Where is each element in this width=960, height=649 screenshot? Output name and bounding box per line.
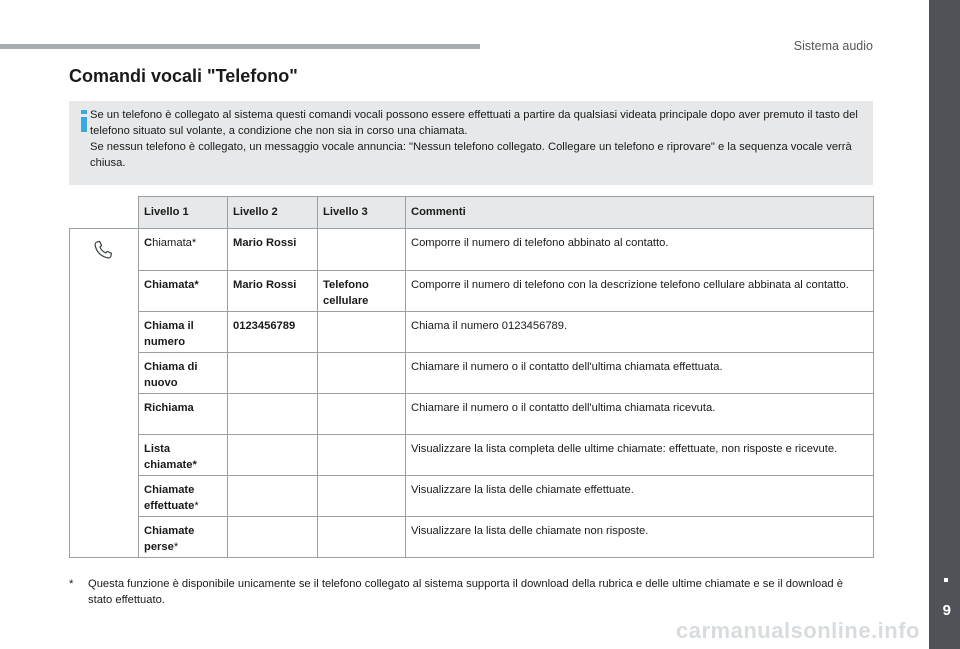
header-bar [0,44,480,49]
table-row [70,229,874,271]
table-row [70,394,874,435]
comment-cell: Chiamare il numero o il contatto dell'ultima chiamata ricevuta. [406,394,874,435]
info-box [69,101,873,185]
level2-cell [228,394,318,435]
footnote-text: Questa funzione è disponibile unicamente se il telefono collegato al sistema supporta il download della rubrica e delle ultime chiamate e se il download è stato effettuato. [88,578,843,606]
level2-cell: Mario Rossi [228,229,318,271]
level3-cell [318,394,406,435]
level2-cell: Mario Rossi [228,271,318,312]
level1-label: Chiamate effettuate [144,484,195,512]
watermark: carmanualsonline.info [676,618,920,643]
info-icon [77,110,91,132]
level1-cell: Chiama il numero [139,312,228,353]
level1-initial: C [144,237,153,249]
level2-cell [228,435,318,476]
comment-cell: Visualizzare la lista completa delle ultime chiamate: effettuate, non risposte e ricevute. [406,435,874,476]
comment-cell: Chiamare il numero o il contatto dell'ultima chiamata effettuata. [406,353,874,394]
level1-rest: hiamata* [152,237,197,249]
table-row [70,353,874,394]
comment-cell: Visualizzare la lista delle chiamate effettuate. [406,476,874,517]
level3-cell [318,312,406,353]
level3-cell [318,517,406,558]
comment-cell: Comporre il numero di telefono con la descrizione telefono cellulare abbinata al contatto. [406,271,874,312]
comment-cell: Chiama il numero 0123456789. [406,312,874,353]
level2-cell [228,476,318,517]
level2-cell [228,517,318,558]
level1-cell: Chiama di nuovo [139,353,228,394]
level1-cell [139,517,228,558]
level1-cell [139,229,228,271]
comment-cell: Comporre il numero di telefono abbinato al contatto. [406,229,874,271]
page-number: 9 [942,602,951,619]
level1-cell: Chiamata* [139,271,228,312]
level1-label: Chiamate perse [144,525,195,553]
footnote-mark: * [173,541,179,553]
footnote-mark: * [69,578,74,590]
table-row [70,435,874,476]
column-header: Livello 2 [228,197,318,229]
info-paragraph: Se un telefono è collegato al sistema questi comandi vocali possono essere effettuati a partire da qualsiasi videata principale dopo aver premuto il tasto del telefono situato sul volante, a condizione che non sia in corso una chiamata. [90,109,858,137]
table-row [70,476,874,517]
voice-commands-table [69,196,874,558]
table-row [70,271,874,312]
level3-cell [318,435,406,476]
level2-cell [228,353,318,394]
table-row [70,312,874,353]
footnote-mark: * [194,500,199,512]
level3-cell [318,476,406,517]
side-band [929,0,960,649]
column-header: Livello 1 [139,197,228,229]
table-header-row [70,197,874,229]
page-marker [944,578,948,582]
level1-cell: Lista chiamate* [139,435,228,476]
page-title: Comandi vocali "Telefono" [69,66,298,86]
footnote [69,576,849,608]
icon-cell [70,229,139,558]
phone-icon [92,239,114,261]
column-header: Commenti [406,197,874,229]
column-header: Livello 3 [318,197,406,229]
level1-cell: Richiama [139,394,228,435]
level1-cell [139,476,228,517]
section-label: Sistema audio [793,39,873,53]
comment-cell: Visualizzare la lista delle chiamate non risposte. [406,517,874,558]
header-blank [70,197,139,229]
level3-cell [318,229,406,271]
info-paragraph: Se nessun telefono è collegato, un messaggio vocale annuncia: "Nessun telefono collegato. Collegare un telefono e riprovare" e la sequenza vocale verrà chiusa. [90,141,852,169]
level3-cell: Telefono cellulare [318,271,406,312]
level3-cell [318,353,406,394]
table-row [70,517,874,558]
info-text [90,107,872,171]
level2-cell: 0123456789 [228,312,318,353]
